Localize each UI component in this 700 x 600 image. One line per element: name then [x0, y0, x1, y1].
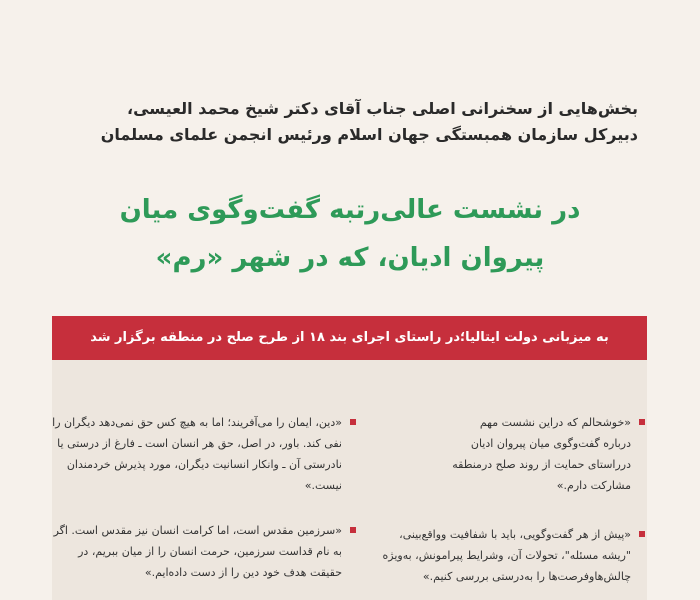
quote-line: "ریشه مسئله"، تحولات آن، وشرایط پیرامونش، به‌ویژه [382, 549, 631, 562]
quote-line: چالش‌هاوفرصت‌ها را به‌درستی بررسی کنیم.» [422, 570, 631, 583]
quote-line: به نام قداست سرزمین، حرمت انسان را از میان ببریم، در [78, 545, 342, 558]
quote-block [52, 412, 342, 496]
quote-line: درراستای حمایت از روند صلح درمنطقه [452, 458, 631, 471]
quote-line: «خوشحالم که دراین نشست مهم [479, 416, 631, 429]
bullet-icon [350, 419, 356, 425]
bullet-icon [350, 527, 356, 533]
quote-line: «سرزمین مقدس است، اما کرامت انسان نیز مقدس است. اگر [53, 524, 342, 537]
quote-block [53, 520, 342, 583]
bullet-icon [639, 531, 645, 537]
quotes-panel [52, 360, 647, 600]
intro-line: دبیرکل سازمان همبستگی جهان اسلام ورئیس انجمن علمای مسلمان [100, 125, 638, 144]
quote-line: «دین، ایمان را می‌آفریند؛ اما به هیچ کس حق نمی‌دهد دیگران را [52, 416, 342, 429]
quote-line: نادرستی آن ـ وانکار انسانیت دیگران، مورد پذیرش خردمندان [66, 458, 342, 471]
quote-line: مشارکت دارم.» [556, 479, 631, 492]
title-line: در نشست عالی‌رتبه گفت‌وگوی میان [119, 195, 581, 225]
quote-line: حقیقت هدف خود دین را از دست داده‌ایم.» [144, 566, 342, 579]
main-title [0, 186, 700, 282]
title-line: پیروان ادیان، که در شهر «رم» [155, 243, 545, 273]
intro-text [48, 96, 638, 148]
quote-line: نفی کند. باور، در اصل، حق هر انسان است ـ فارغ از درستی یا [57, 437, 342, 450]
subtitle-banner: به میزبانی دولت ایتالیا؛در راستای اجرای بند ۱۸ از طرح صلح در منطقه برگزار شد [52, 316, 647, 360]
bullet-icon [639, 419, 645, 425]
quote-line: «پیش از هر گفت‌وگویی، باید با شفافیت وواقع‌بینی، [399, 528, 631, 541]
quote-line: نیست.» [304, 479, 342, 492]
quote-block [371, 524, 631, 587]
quote-block [401, 412, 631, 496]
intro-line: بخش‌هایی از سخنرانی اصلی جناب آقای دکتر شیخ محمد العیسی، [127, 99, 638, 118]
quote-line: درباره گفت‌وگوی میان پیروان ادیان [470, 437, 631, 450]
